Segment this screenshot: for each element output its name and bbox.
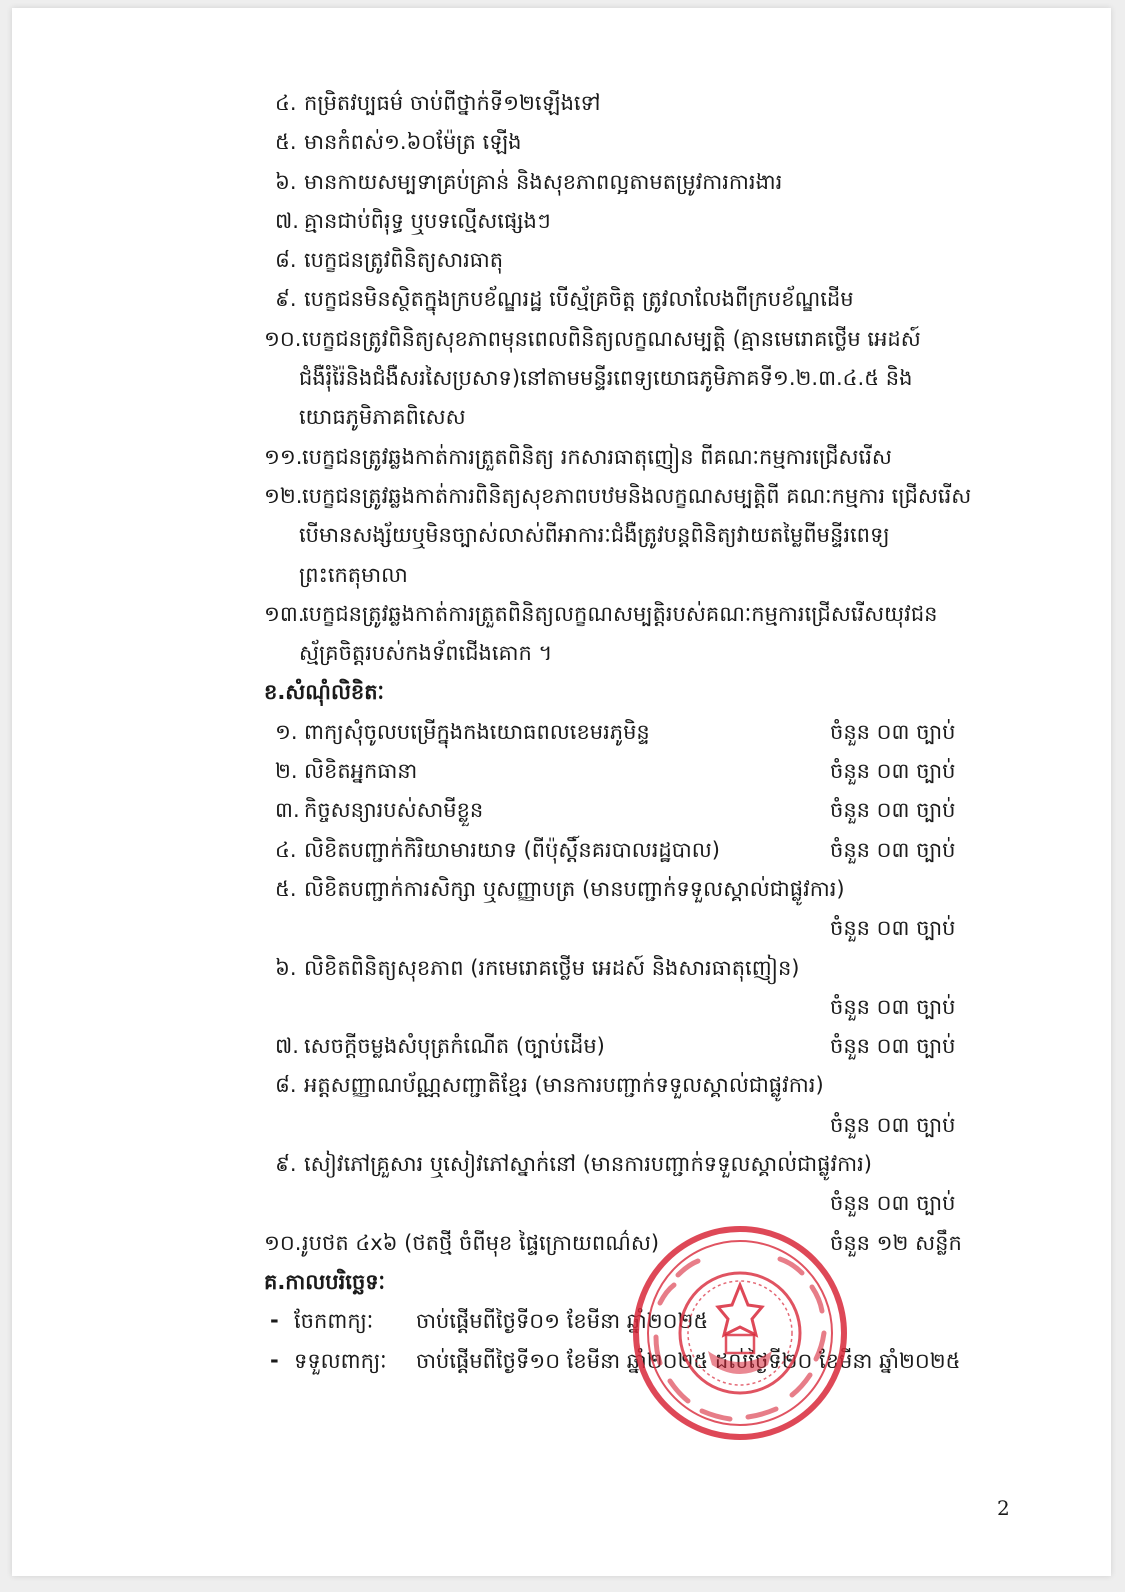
requirement-text: បេក្ខជនត្រូវឆ្លងកាត់ការពិនិត្យសុខភាពបឋមនិងលក្ខណសម្បត្តិពី គណៈកម្មការ ជ្រើសរើស — [302, 483, 972, 508]
document-item — [12, 870, 1111, 909]
document-body — [12, 84, 1111, 1381]
requirement-text-continued: បើមានសង្ស័យឬមិនច្បាស់លាស់ពីអាការៈជំងឺត្រូវបន្តពិនិត្យវាយតម្លៃពីមន្ទីរពេទ្យ — [299, 523, 890, 548]
requirement-text: បេក្ខជនមិនស្ថិតក្នុងក្របខ័ណ្ឌរដ្ឋ បើស្ម័គ្រចិត្ត ត្រូវលាលែងពីក្របខ័ណ្ឌដើម — [304, 287, 854, 312]
requirement-number: ១៣. — [264, 601, 305, 626]
requirement-item — [12, 595, 1111, 634]
schedule-heading: គ.កាលបរិច្ឆេទៈ — [264, 1269, 386, 1294]
document-count: ចំនួន ០៣ ច្បាប់ — [830, 759, 956, 784]
schedule-item — [12, 1302, 1111, 1341]
schedule-text: ចាប់ផ្តើមពីថ្ងៃទី០១ ខែមីនា ឆ្នាំ២០២៥ — [416, 1309, 709, 1334]
document-number: ៦. — [275, 955, 297, 980]
requirement-text: មានកំពស់១.៦០ម៉ែត្រ ឡើង — [304, 130, 522, 155]
document-text: លិខិតពិនិត្យសុខភាព (រកមេរោគថ្លើម អេដស៍ និងសារធាតុញៀន) — [304, 955, 800, 980]
requirement-item — [12, 556, 1111, 595]
documents-heading: ខ.សំណុំលិខិតៈ — [264, 680, 385, 705]
document-item — [12, 1027, 1111, 1066]
document-number: ១០. — [264, 1230, 302, 1255]
document-count: ចំនួន ០៣ ច្បាប់ — [830, 994, 956, 1019]
requirement-item — [12, 280, 1111, 319]
document-item — [12, 791, 1111, 830]
requirement-item — [12, 123, 1111, 162]
requirement-number: ៦. — [275, 169, 297, 194]
requirement-text: បេក្ខជនត្រូវឆ្លងកាត់ការត្រួតពិនិត្យ រកសារធាតុញៀន ពីគណៈកម្មការជ្រើសរើស — [302, 444, 892, 469]
requirement-item — [12, 516, 1111, 555]
document-number: ៣. — [275, 798, 300, 823]
requirement-item — [12, 477, 1111, 516]
document-item — [12, 1145, 1111, 1184]
requirement-number: ១១. — [264, 444, 303, 469]
document-count-line — [12, 1184, 1111, 1223]
document-count: ចំនួន ០៣ ច្បាប់ — [830, 1112, 956, 1137]
document-text: លិខិតអ្នកធានា — [304, 759, 418, 784]
requirement-number: ៩. — [275, 287, 297, 312]
requirement-text: មានកាយសម្បទាគ្រប់គ្រាន់ និងសុខភាពល្អតាមតម្រូវការការងារ — [304, 169, 783, 194]
requirement-number: ៨. — [275, 248, 297, 273]
document-text: អត្តសញ្ញាណប័ណ្ណសញ្ជាតិខ្មែរ (មានការបញ្ជាក់ទទួលស្គាល់ជាផ្លូវការ) — [304, 1073, 824, 1098]
document-item — [12, 1066, 1111, 1105]
requirement-item — [12, 398, 1111, 437]
schedule-bullet: - — [270, 1347, 279, 1372]
requirement-number: ៤. — [275, 91, 297, 115]
document-item — [12, 1224, 1111, 1263]
page-number: 2 — [997, 1496, 1010, 1520]
requirement-item — [12, 202, 1111, 241]
document-text: រូបថត ៤x៦ (ថតថ្មី ចំពីមុខ ផ្ទៃក្រោយពណ៌ស) — [302, 1230, 660, 1255]
requirement-text: បេក្ខជនត្រូវពិនិត្យសុខភាពមុនពេលពិនិត្យលក្ខណសម្បត្តិ (គ្មានមេរោគថ្លើម អេដស៍ — [302, 326, 921, 351]
document-count: ចំនួន ០៣ ច្បាប់ — [830, 719, 956, 744]
requirement-number: ៧. — [275, 208, 299, 233]
requirement-text: បេក្ខជនត្រូវឆ្លងកាត់ការត្រួតពិនិត្យលក្ខណសម្បត្តិរបស់គណៈកម្មការជ្រើសរើសយុវជន — [302, 601, 938, 626]
document-number: ៧. — [275, 1034, 299, 1059]
requirement-item — [12, 320, 1111, 359]
requirement-item — [12, 84, 1111, 123]
document-number: ១. — [275, 719, 298, 744]
document-text: សៀវភៅគ្រួសារ ឬសៀវភៅស្នាក់នៅ (មានការបញ្ជាក់ទទួលស្គាល់ជាផ្លូវការ) — [304, 1152, 872, 1177]
document-count: ចំនួន ០៣ ច្បាប់ — [830, 798, 956, 823]
document-text: កិច្ចសន្យារបស់សាមីខ្លួន — [304, 798, 484, 823]
document-item — [12, 752, 1111, 791]
schedule-section — [12, 1263, 1111, 1302]
document-item — [12, 949, 1111, 988]
document-text: លិខិតបញ្ជាក់ការសិក្សា ឬសញ្ញាបត្រ (មានបញ្ជាក់ទទួលស្គាល់ជាផ្លូវការ) — [304, 876, 845, 901]
document-number: ៩. — [275, 1152, 297, 1177]
document-count-line — [12, 988, 1111, 1027]
document-text: សេចក្តីចម្លងសំបុត្រកំណើត (ច្បាប់ដើម) — [304, 1034, 605, 1059]
schedule-label: ទទួលពាក្យៈ — [294, 1348, 387, 1373]
document-text: លិខិតបញ្ជាក់កិរិយាមារយាទ (ពីប៉ុស្តិ៍នគរបាលរដ្ឋបាល) — [304, 837, 720, 862]
requirement-text-continued: ព្រះកេតុមាលា — [299, 562, 408, 587]
requirement-text: បេក្ខជនត្រូវពិនិត្យសារធាតុ — [304, 248, 504, 273]
requirement-number: ១០. — [264, 326, 302, 351]
requirement-item — [12, 438, 1111, 477]
document-text: ពាក្យសុំចូលបម្រើក្នុងកងយោធពលខេមរភូមិន្ទ — [304, 719, 650, 744]
document-count: ចំនួន ០៣ ច្បាប់ — [830, 1034, 956, 1059]
documents-section — [12, 673, 1111, 712]
requirement-text: កម្រិតវប្បធម៌ ចាប់ពីថ្នាក់ទី១២ឡើងទៅ — [304, 91, 601, 115]
document-page — [12, 8, 1111, 1576]
document-count: ចំនួន ០៣ ច្បាប់ — [830, 1191, 956, 1216]
requirement-item — [12, 241, 1111, 280]
schedule-bullet: - — [270, 1308, 279, 1333]
document-count: ចំនួន ០៣ ច្បាប់ — [830, 916, 956, 941]
document-item — [12, 831, 1111, 870]
schedule-text: ចាប់ផ្តើមពីថ្ងៃទី១០ ខែមីនា ឆ្នាំ២០២៥ ដល់ថ្ងៃទី២០ ខែមីនា ឆ្នាំ២០២៥ — [416, 1348, 961, 1373]
document-count: ចំនួន ១២ សន្លឹក — [830, 1230, 962, 1255]
document-count-line — [12, 909, 1111, 948]
schedule-item — [12, 1342, 1111, 1381]
document-number: ៥. — [275, 876, 297, 901]
requirement-item — [12, 359, 1111, 398]
document-item — [12, 713, 1111, 752]
requirement-number: ១២. — [264, 483, 303, 508]
document-count: ចំនួន ០៣ ច្បាប់ — [830, 837, 956, 862]
official-seal — [630, 1223, 850, 1443]
requirement-item — [12, 163, 1111, 202]
requirement-text-continued: យោធភូមិភាគពិសេស — [299, 405, 466, 430]
requirement-item — [12, 634, 1111, 673]
requirement-text-continued: ស្ម័គ្រចិត្តរបស់កងទ័ពជើងគោក ។ — [299, 641, 553, 666]
requirement-number: ៥. — [275, 130, 297, 155]
document-number: ៤. — [275, 837, 297, 862]
requirement-text-continued: ជំងឺរុំរ៉ៃនិងជំងឺសរសៃប្រសាទ)នៅតាមមន្ទីរពេទ្យយោធភូមិភាគទី១.២.៣.៤.៥ និង — [299, 366, 913, 391]
schedule-label: ចែកពាក្យៈ — [294, 1309, 374, 1334]
document-number: ៨. — [275, 1073, 297, 1098]
document-number: ២. — [275, 759, 298, 784]
requirement-text: គ្មានជាប់ពិរុទ្ធ ឬបទល្មើសផ្សេងៗ — [304, 208, 551, 233]
document-count-line — [12, 1106, 1111, 1145]
